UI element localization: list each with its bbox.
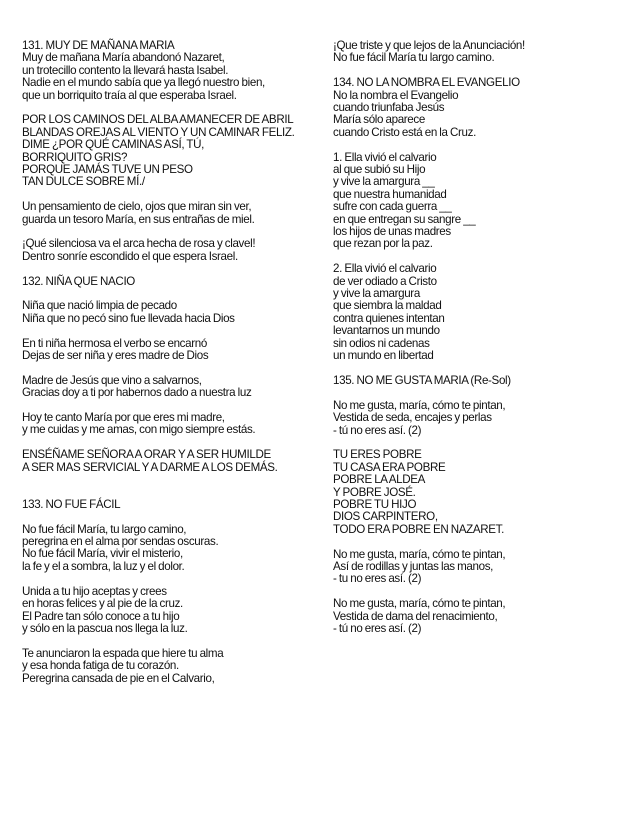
text-line: de ver odiado a Cristo: [333, 274, 437, 288]
text-line: POR LOS CAMINOS DEL ALBA AMANECER DE ABRIL: [22, 113, 294, 127]
text-line: A SER MAS SERVICIAL Y A DARME A LOS DEMÁS.: [22, 460, 278, 474]
text-line: BORRIQUITO GRIS?: [22, 150, 128, 164]
text-line: que siembra la maldad: [333, 299, 442, 313]
text-line: sufre con cada guerra __: [333, 200, 452, 214]
text-line: y vive la amargura __: [333, 175, 435, 189]
text-block: [333, 375, 623, 387]
text-line: sin odios ni cadenas: [333, 336, 430, 350]
text-line: POBRE LA ALDEA: [333, 473, 426, 487]
text-block: [22, 375, 322, 400]
text-line: y sólo en la pascua nos llega la luz.: [22, 621, 188, 635]
text-line: DIME ¿POR QUÉ CAMINAS ASÍ, TÚ,: [22, 138, 204, 152]
text-line: 134. NO LA NOMBRA EL EVANGELIO: [333, 76, 520, 90]
text-line: Madre de Jesús que vino a salvarnos,: [22, 373, 202, 387]
text-line: TU CASA ERA POBRE: [333, 460, 446, 474]
text-line: que nuestra humanidad: [333, 187, 447, 201]
text-line: los hijos de unas madres: [333, 225, 451, 239]
text-block: [22, 238, 322, 263]
text-block: [22, 276, 322, 288]
text-line: - tu no eres así. (2): [333, 572, 422, 586]
text-line: No me gusta, maría, cómo te pintan,: [333, 597, 506, 611]
text-line: Dejas de ser niña y eres madre de Dios: [22, 349, 209, 363]
text-block: [333, 449, 623, 536]
text-line: cuando triunfaba Jesús: [333, 101, 445, 115]
text-line: ¡Qué silenciosa va el arca hecha de rosa y clavel!: [22, 237, 256, 251]
text-line: Así de rodillas y juntas las manos,: [333, 559, 494, 573]
text-line: POBRE TU HIJO: [333, 497, 417, 511]
text-line: Dentro sonríe escondido el que espera Israel.: [22, 249, 238, 263]
text-line: Te anunciaron la espada que hiere tu alma: [22, 646, 224, 660]
text-line: que rezan por la paz.: [333, 237, 433, 251]
text-line: guarda un tesoro María, en sus entrañas de miel.: [22, 212, 255, 226]
text-line: la fe y el a sombra, la luz y el dolor.: [22, 559, 185, 573]
left-column: [22, 40, 322, 697]
text-line: y esa honda fatiga de tu corazón.: [22, 659, 179, 673]
text-line: 2. Ella vivió el calvario: [333, 262, 437, 276]
text-line: TODO ERA POBRE EN NAZARET.: [333, 522, 505, 536]
text-block: [22, 586, 322, 636]
text-line: No la nombra el Evangelio: [333, 88, 459, 102]
text-block: [22, 449, 322, 474]
text-line: Peregrina cansada de pie en el Calvario,: [22, 671, 215, 685]
text-block: [333, 598, 623, 635]
text-line: Un pensamiento de cielo, ojos que miran sin ver,: [22, 200, 252, 214]
text-line: - tú no eres así. (2): [333, 423, 422, 437]
text-block: [333, 400, 623, 437]
text-line: Gracias doy a ti por habernos dado a nuestra luz: [22, 386, 252, 400]
text-block: [333, 77, 623, 139]
text-line: Unida a tu hijo aceptas y crees: [22, 584, 167, 598]
text-block: [333, 40, 623, 65]
text-block: [333, 263, 623, 362]
text-line: 131. MUY DE MAÑANA MARIA: [22, 39, 175, 52]
text-line: levantarnos un mundo: [333, 324, 440, 338]
text-line: No me gusta, maría, cómo te pintan,: [333, 398, 506, 412]
text-line: Muy de mañana María abandonó Nazaret,: [22, 51, 225, 65]
text-line: en horas felices y al pie de la cruz.: [22, 597, 183, 611]
text-line: cuando Cristo está en la Cruz.: [333, 125, 476, 139]
text-block: [22, 114, 322, 188]
text-line: DIOS CARPINTERO,: [333, 510, 438, 524]
text-line: TU ERES POBRE: [333, 448, 422, 462]
text-line: Niña que nació limpia de pecado: [22, 299, 177, 313]
text-line: Y POBRE JOSÉ.: [333, 485, 416, 499]
text-line: En ti niña hermosa el verbo se encarnó: [22, 336, 207, 350]
text-block: [22, 300, 322, 325]
text-block: [22, 499, 322, 511]
text-line: y me cuidas y me amas, con migo siempre estás.: [22, 423, 256, 437]
text-line: Nadie en el mundo sabía que ya llegó nuestro bien,: [22, 76, 265, 90]
text-line: TAN DULCE SOBRE MÍ./: [22, 175, 145, 189]
text-line: 135. NO ME GUSTA MARIA (Re-Sol): [333, 373, 511, 387]
text-line: ENSÉÑAME SEÑORA A ORAR Y A SER HUMILDE: [22, 448, 271, 462]
text-block: [333, 152, 623, 251]
text-line: No fue fácil María, vivir el misterio,: [22, 547, 183, 561]
text-block: [333, 549, 623, 586]
text-line: contra quienes intentan: [333, 311, 445, 325]
text-block: [22, 201, 322, 226]
text-line: peregrina en el alma por sendas oscuras.: [22, 535, 219, 549]
text-line: Vestida de seda, encajes y perlas: [333, 411, 492, 425]
text-line: No fue fácil María, tu largo camino,: [22, 522, 187, 536]
text-line: ¡Que triste y que lejos de la Anunciación!: [333, 39, 525, 52]
right-column: [333, 40, 623, 648]
text-line: No me gusta, maría, cómo te pintan,: [333, 547, 506, 561]
text-line: - tú no eres así. (2): [333, 621, 422, 635]
text-line: El Padre tan sólo conoce a tu hijo: [22, 609, 180, 623]
text-line: en que entregan su sangre __: [333, 212, 476, 226]
text-block: [22, 524, 322, 574]
text-line: y vive la amargura: [333, 287, 420, 301]
text-line: María sólo aparece: [333, 113, 425, 127]
text-block: [22, 338, 322, 363]
text-line: un trotecillo contento la llevará hasta Isabel.: [22, 63, 229, 77]
text-line: No fue fácil María tu largo camino.: [333, 51, 495, 65]
text-line: que un borriquito traía al que esperaba Israel.: [22, 88, 237, 102]
text-line: Niña que no pecó sino fue llevada hacia Dios: [22, 311, 235, 325]
text-line: Vestida de dama del renacimiento,: [333, 609, 498, 623]
text-line: 133. NO FUE FÁCIL: [22, 497, 121, 511]
text-line: al que subió su Hijo: [333, 163, 426, 177]
text-line: PORQUE JAMÁS TUVE UN PESO: [22, 163, 193, 177]
text-line: 1. Ella vivió el calvario: [333, 150, 437, 164]
text-block: [22, 40, 322, 102]
text-line: BLANDAS OREJAS AL VIENTO Y UN CAMINAR FELIZ.: [22, 125, 295, 139]
text-block: [22, 648, 322, 685]
text-line: 132. NIÑA QUE NACIO: [22, 274, 135, 288]
text-line: un mundo en libertad: [333, 349, 434, 363]
text-block: [22, 412, 322, 437]
text-line: Hoy te canto María por que eres mi madre,: [22, 411, 225, 425]
